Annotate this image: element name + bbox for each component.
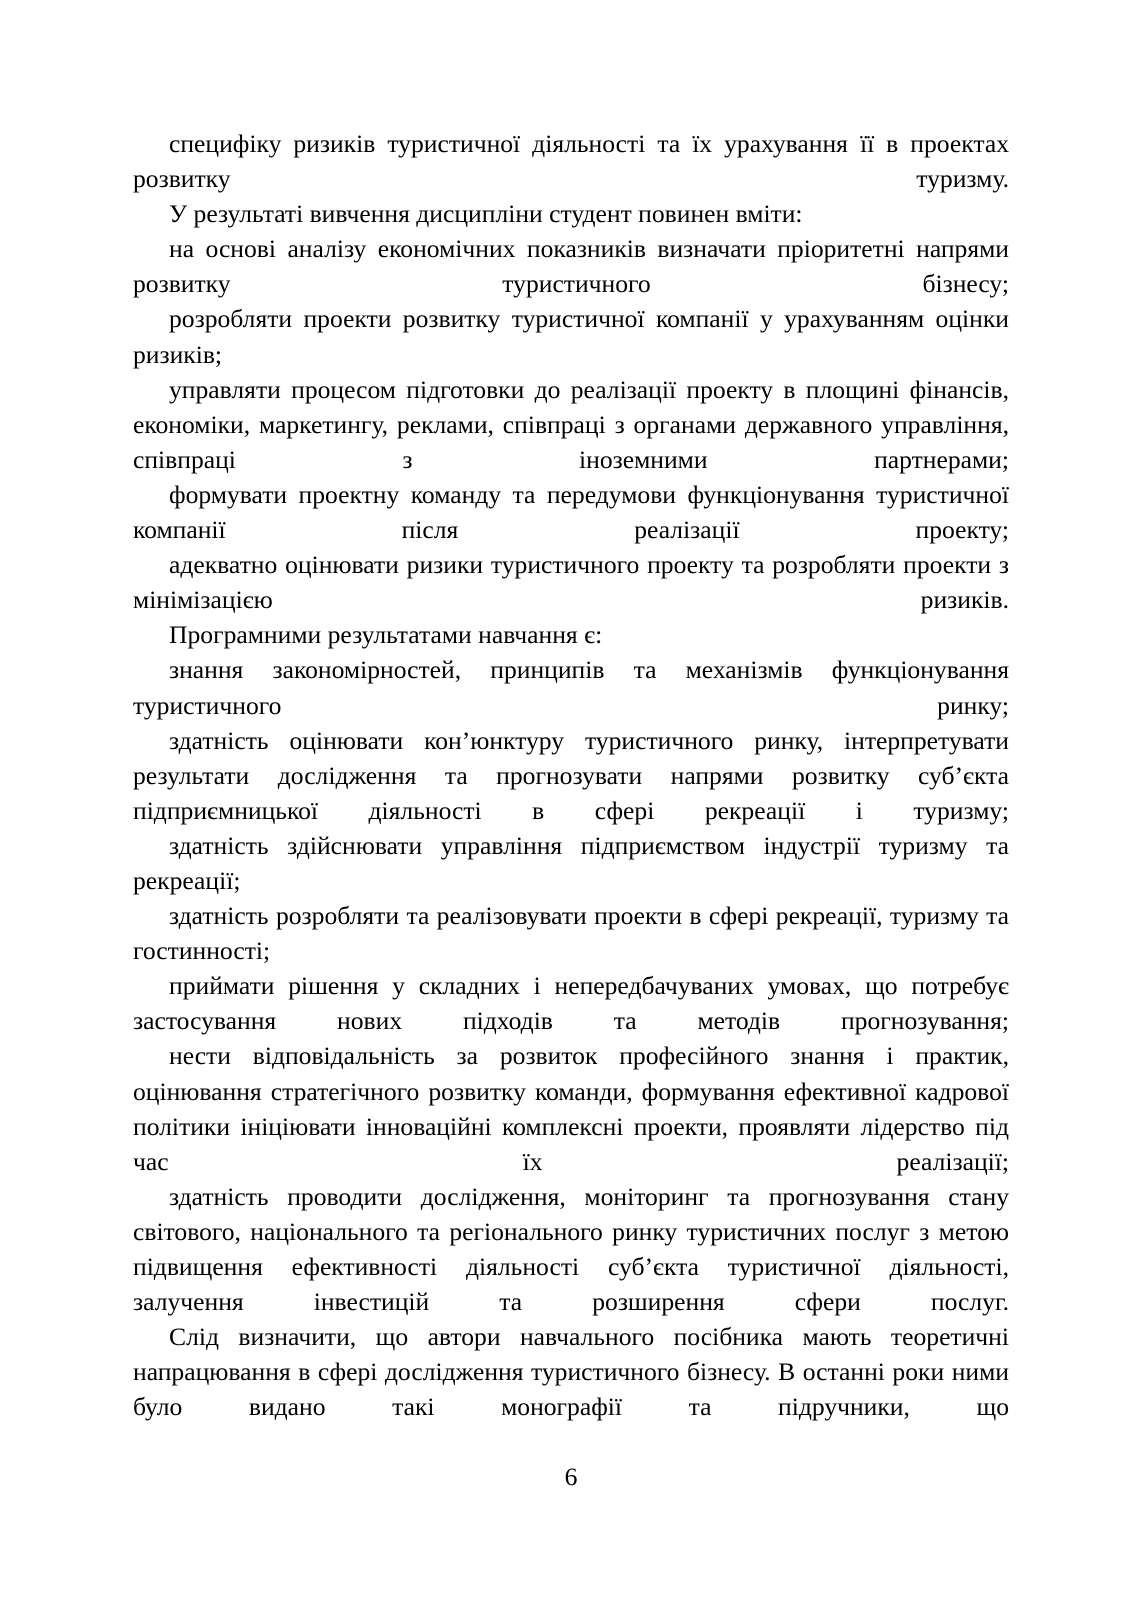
page-number: 6	[564, 1462, 578, 1491]
paragraph: здатність розробляти та реалізовувати проекти в сфері рекреації, туризму та гостинності;	[133, 901, 1009, 966]
paragraph: специфіку ризиків туристичної діяльності та їх урахування її в проектах розвитку туризму.	[133, 129, 1009, 194]
paragraph: здатність проводити дослідження, моніторинг та прогнозування стану світового, національного та регіонального ринку туристичних послуг з метою підвищення ефективності діяльності суб’єкта туристичної діяльності, залучення інвестицій та розширення сфери послуг.	[133, 1181, 1009, 1317]
paragraph: Слід визначити, що автори навчального посібника мають теоретичні напрацювання в сфері дослідження туристичного бізнесу. В останні роки ними було видано такі монографії та підручники, що	[133, 1322, 1009, 1422]
paragraph: знання закономірностей, принципів та механізмів функціонування туристичного ринку;	[133, 655, 1009, 720]
paragraph: Програмними результатами навчання є:	[169, 620, 603, 650]
paragraph: формувати проектну команду та передумови функціонування туристичної компанії після реалізації проекту;	[133, 479, 1009, 545]
paragraph: здатність здійснювати управління підприємством індустрії туризму та рекреації;	[133, 830, 1009, 895]
paragraph: на основі аналізу економічних показників визначати пріоритетні напрями розвитку туристичного бізнесу;	[133, 234, 1009, 299]
paragraph: адекватно оцінювати ризики туристичного проекту та розробляти проекти з мінімізацією ризиків.	[133, 550, 1009, 615]
paragraph: нести відповідальність за розвиток професійного знання і практик, оцінювання стратегічного розвитку команди, формування ефективної кадрової політики ініціювати інноваційні комплексні проекти, проявляти лідерство під час їх реалізації;	[133, 1041, 1009, 1176]
paragraph: управляти процесом підготовки до реалізації проекту в площині фінансів, економіки, маркетингу, реклами, співпраці з органами державного управління, співпраці з іноземними партнерами;	[133, 374, 1009, 474]
paragraph: У результаті вивчення дисципліни студент повинен вміти:	[169, 199, 803, 229]
paragraph: здатність оцінювати кон’юнктуру туристичного ринку, інтерпретувати результати дослідження та прогнозувати напрями розвитку суб’єкта підприємницької діяльності в сфері рекреації і туризму;	[133, 725, 1009, 825]
paragraph: розробляти проекти розвитку туристичної компанії у урахуванням оцінки ризиків;	[133, 304, 1009, 369]
paragraph: приймати рішення у складних і непередбачуваних умовах, що потребує застосування нових підходів та методів прогнозування;	[133, 971, 1009, 1036]
body-text-block	[133, 126, 1009, 1424]
